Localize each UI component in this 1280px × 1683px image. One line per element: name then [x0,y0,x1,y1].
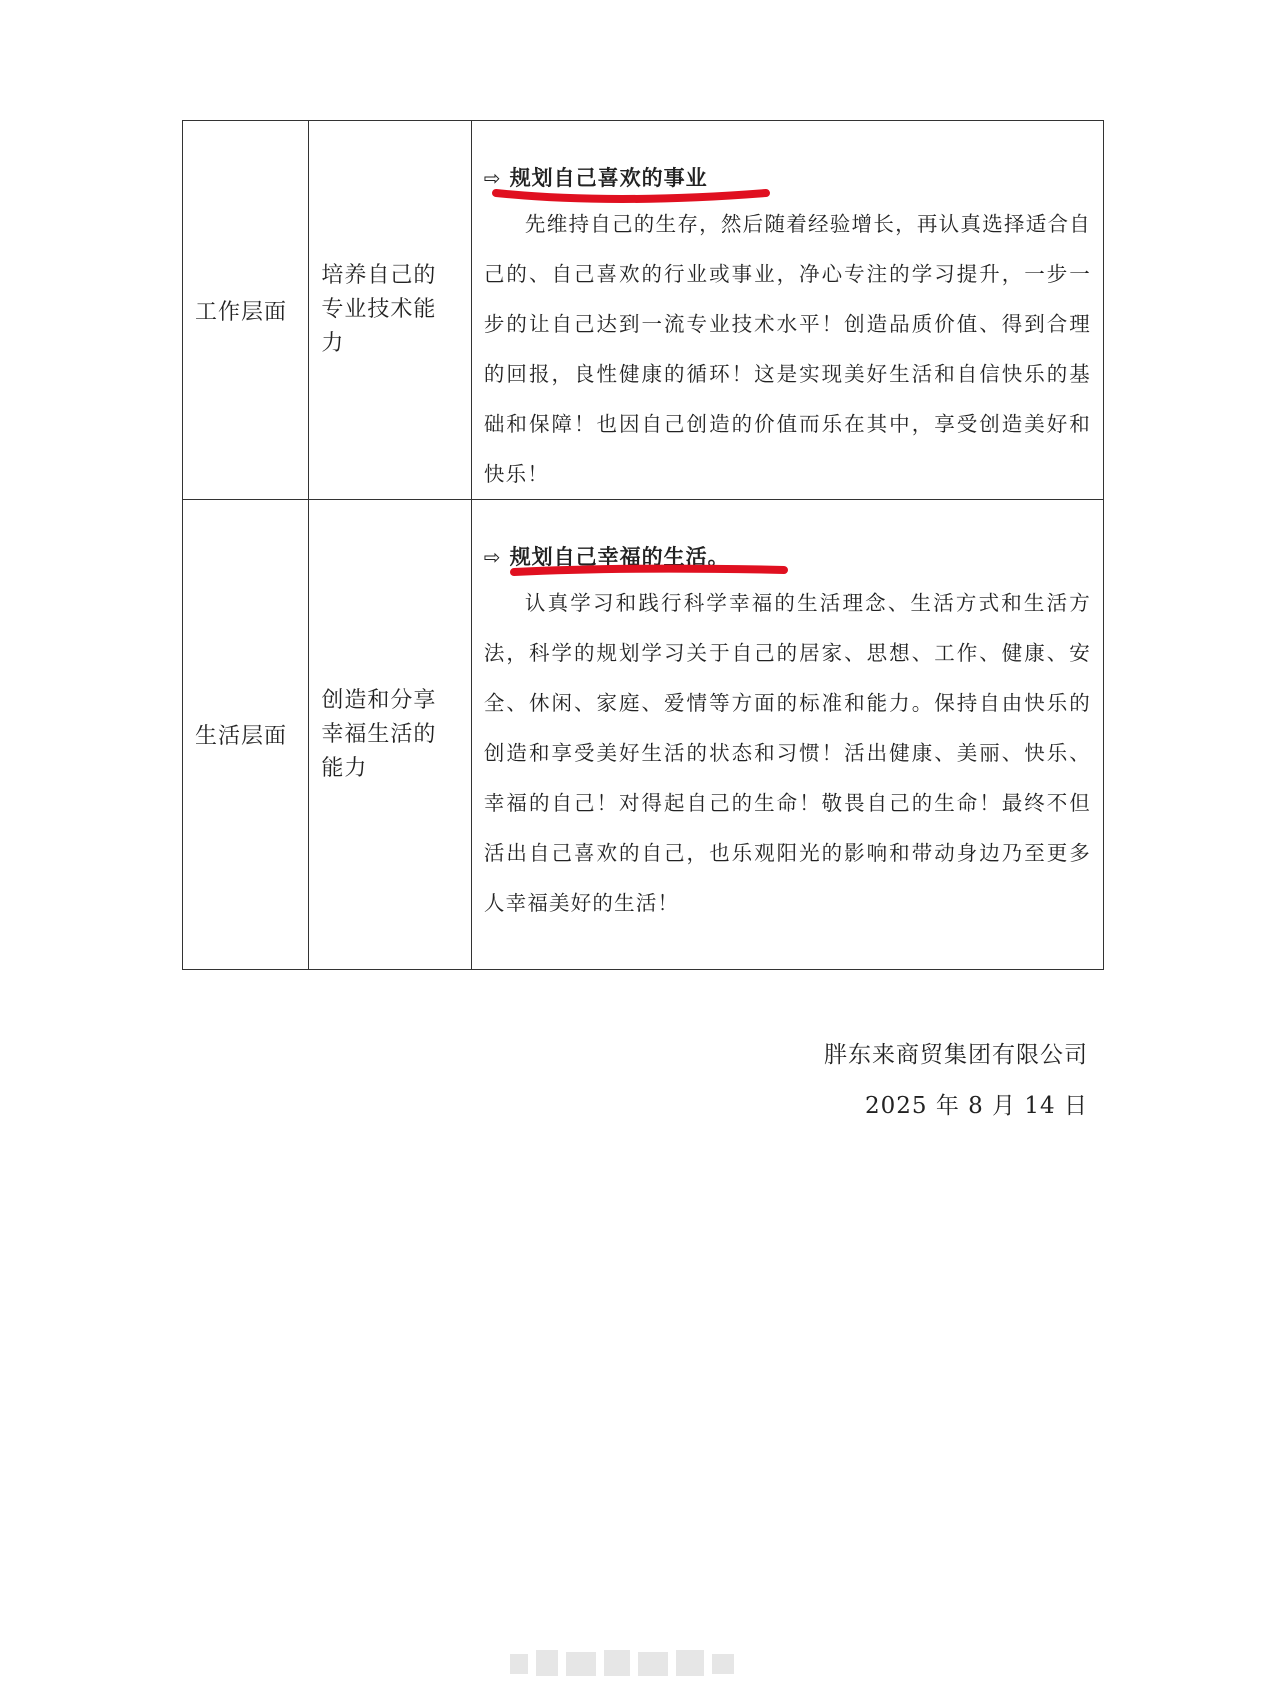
section-heading [484,538,1091,576]
heading-text: 规划自己幸福的生活。 [509,544,730,569]
watermark-mark [510,1648,770,1678]
paragraph: 认真学习和践行科学幸福的生活理念、生活方式和生活方法，科学的规划学习关于自己的居家、思想、工作、健康、安全、休闲、家庭、爱情等方面的标准和能力。保持自由快乐的创造和享受美好生活的状态和习惯！活出健康、美丽、快乐、幸福的自己！对得起自己的生命！敬畏自己的生命！最终不但活出自己喜欢的自己，也乐观阳光的影响和带动身边乃至更多人幸福美好的生活！ [483,591,1091,915]
table-row [183,121,1104,500]
table-row [183,500,1104,970]
section-heading [484,159,1091,197]
paragraph: 先维持自己的生存，然后随着经验增长，再认真选择适合自己的、自己喜欢的行业或事业，净心专注的学习提升，一步一步的让自己达到一流专业技术水平！创造品质价值、得到合理的回报，良性健康的循环！这是实现美好生活和自信快乐的基础和保障！也因自己创造的价值而乐在其中，享受创造美好和快乐！ [483,212,1091,486]
content-cell [471,121,1103,500]
arrow-icon: ⇨ [483,166,502,190]
red-underline-mark [506,558,796,588]
heading-text: 规划自己喜欢的事业 [509,165,708,190]
category-cell: 生活层面 [183,500,309,970]
red-underline-mark [484,179,774,209]
goal-cell: 培养自己的专业技术能力 [309,121,472,500]
goal-cell: 创造和分享幸福生活的能力 [309,500,472,970]
company-name: 胖东来商贸集团有限公司 [824,1042,1088,1068]
category-cell: 工作层面 [183,121,309,500]
plan-table [182,120,1104,970]
document-date: 2025 年 8 月 14 日 [865,1093,1088,1119]
arrow-icon: ⇨ [483,545,502,569]
content-cell [471,500,1103,970]
